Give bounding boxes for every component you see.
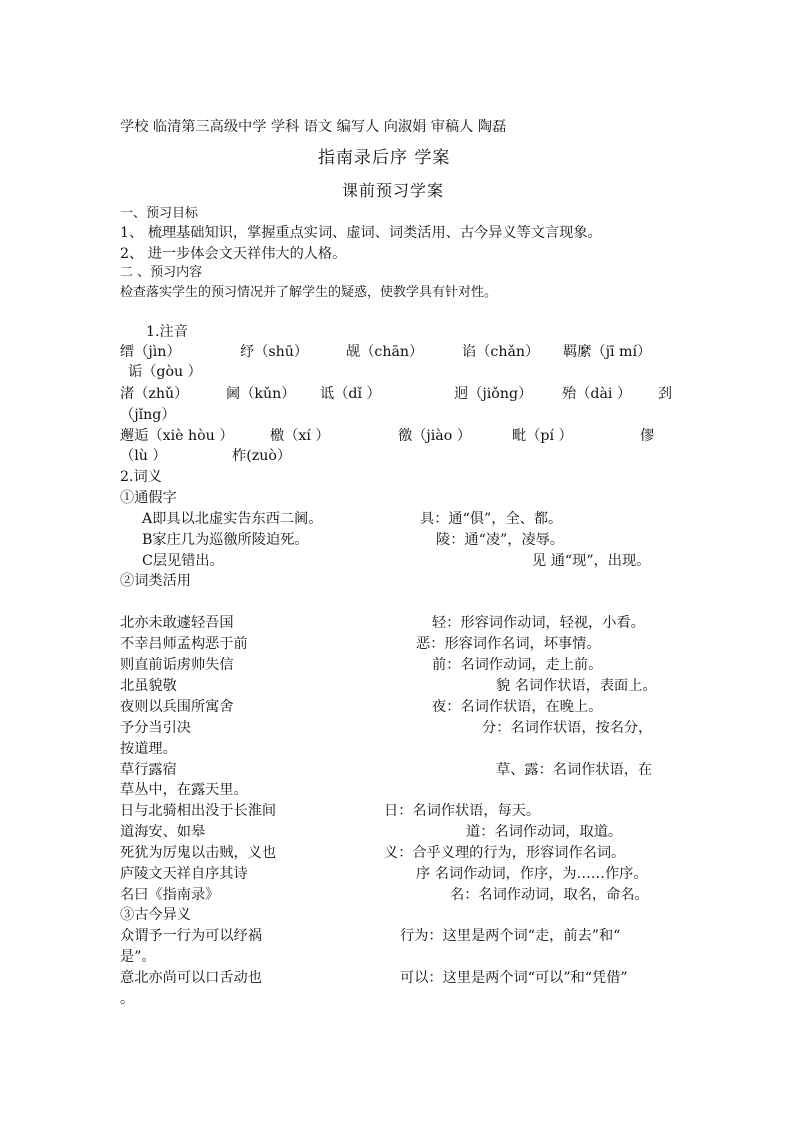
phonetic-item: 毗（pí ） [512,428,573,444]
huoyong-note: 序 名词作动词，作序，为……作序。 [416,866,648,882]
gujin-sentence: 众谓予一行为可以纾祸 [120,928,262,944]
huoyong-note: 名：名词作动词，取名，命名。 [450,887,649,903]
huoyong-note: 分：名词作状语，按名分， [482,720,653,736]
huoyong-note: 义：合乎义理的行为，形容词作名词。 [384,845,626,861]
tongjia-note: 陵：通“凌”，凌辱。 [436,532,565,548]
huoyong-note: 草、露：名词作状语，在 [496,762,653,778]
gujin-note: 可以：这里是两个词“可以”和“凭借” [400,970,628,986]
phonetic-item: 僇 [640,428,655,444]
huoyong-sentence: 不幸吕师孟构恶于前 [120,636,248,652]
phonetic-item: 缙（jìn） [120,344,181,360]
phonetic-item: 殆（dài ） [562,386,632,402]
header-info: 学校 临清第三高级中学 学科 语文 编写人 向淑娟 审稿人 陶磊 [120,119,507,135]
huoyong-sentence: 草行露宿 [120,762,177,778]
phonetic-item: 谄（chǎn） [462,344,540,360]
tongjia-note: 见 通“现”，出现。 [532,553,651,569]
gujin-note: 行为：这里是两个词“走，前去”和“ [400,928,621,944]
tongjia-sentence: A即具以北虚实告东西二阃。 [142,511,323,527]
phonetic-item: 柞(zuò） [232,448,292,464]
huoyong-note: 日：名词作状语，每天。 [384,803,541,819]
huoyong-heading: ②词类活用 [120,573,191,589]
tongjia-sentence: B家庄几为巡徼所陵迫死。 [142,532,309,548]
huoyong-sentence: 庐陵文天祥自序其诗 [120,866,248,882]
section2-intro: 检查落实学生的预习情况并了解学生的疑惑，使教学具有针对性。 [120,285,498,300]
huoyong-sentence: 夜则以兵围所寓舍 [120,699,234,715]
phonetic-item: （lù ） [120,448,167,464]
tongjia-note: 具：通“俱”，全、都。 [420,511,563,527]
huoyong-note: 道：名词作动词，取道。 [466,824,623,840]
phonetic-item: 纾（shū） [240,344,309,360]
gujin-heading: ③古今异义 [120,907,191,923]
phonetic-item: 徼（jiào ） [398,428,472,444]
huoyong-sentence: 道海安、如皋 [120,824,206,840]
huoyong-note: 轻：形容词作动词，轻视，小看。 [432,615,645,631]
huoyong-sentence: 则直前诟虏帅失信 [120,657,234,673]
huoyong-sentence: 日与北骑相出没于长淮间 [120,803,277,819]
phonetic-item: 羁縻（jī mí） [563,344,652,360]
phonetic-item: 刭 [658,386,673,402]
phonetic-item: 诋（dǐ ） [320,386,381,402]
huoyong-note: 夜：名词作状语，在晚上。 [432,699,603,715]
gujin-note-cont: 。 [120,991,135,1007]
phonetic-item: 渚（zhǔ） [120,386,189,402]
huoyong-sentence: 名曰《指南录》 [120,887,220,903]
huoyong-note-cont: 按道理。 [120,741,177,757]
vocab-heading: 2.词义 [120,469,162,485]
huoyong-sentence: 予分当引决 [120,720,191,736]
huoyong-note-cont: 草丛中，在露天里。 [120,782,248,798]
huoyong-note: 恶：形容词作名词，坏事情。 [416,636,601,652]
phonetics-heading: 1.注音 [146,324,188,340]
section1-heading: 一、预习目标 [120,206,199,221]
phonetic-item: 檄（xí ） [270,428,330,444]
huoyong-sentence: 北虽貌敬 [120,678,177,694]
section2-heading: 二 、预习内容 [120,265,203,280]
document-title: 指南录后序 学案 [318,148,451,168]
huoyong-note: 貌 名词作状语，表面上。 [496,678,657,694]
goal-1: 1、 梳理基础知识，掌握重点实词、虚词、词类活用、古今异义等文言现象。 [120,225,602,241]
huoyong-sentence: 死犹为厉鬼以击贼，义也 [120,845,277,861]
huoyong-note: 前：名词作动词，走上前。 [432,657,603,673]
huoyong-sentence: 北亦未敢遽轻吾国 [120,615,234,631]
phonetic-item: 觇（chān） [346,344,424,360]
gujin-sentence: 意北亦尚可以口舌动也 [120,970,262,986]
phonetic-item: 诟（gòu ） [128,364,202,380]
phonetic-item: 阃（kǔn） [226,386,296,402]
tongjia-sentence: C层见错出。 [142,553,224,569]
tongjia-heading: ①通假字 [120,490,177,506]
gujin-note-cont: 是”。 [120,949,156,965]
goal-2: 2、 进一步体会文天祥伟大的人格。 [120,246,347,262]
document-subtitle: 课前预习学案 [342,181,445,200]
phonetic-item: 迥（jiǒng） [454,386,533,402]
phonetic-item: （jǐng） [120,407,176,423]
phonetic-item: 邂逅（xiè hòu ） [120,428,234,444]
